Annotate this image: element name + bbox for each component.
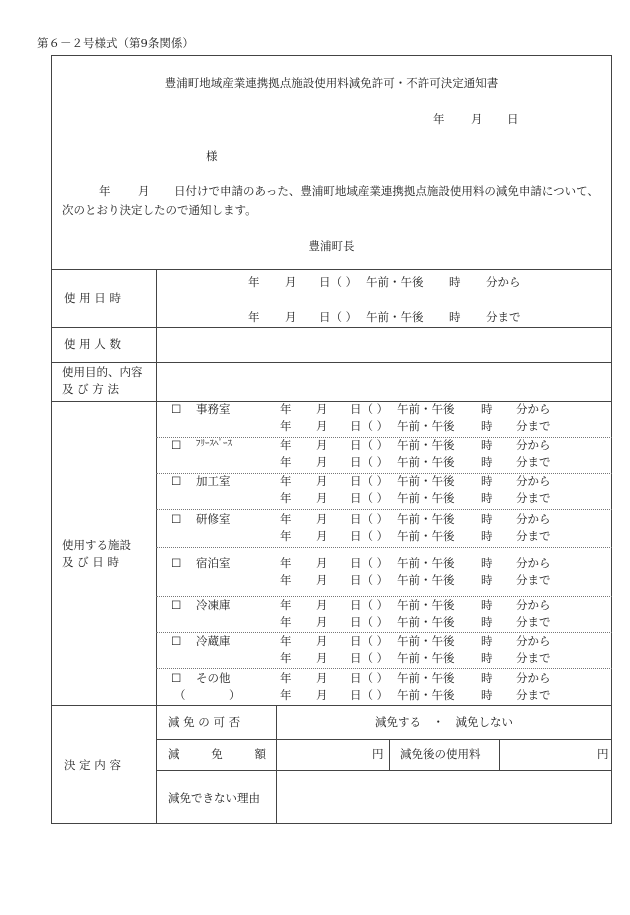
amount-yen: 円 [372, 747, 384, 761]
hour-label: 時 [481, 556, 493, 570]
purpose-label-2: 及 び 方 法 [62, 382, 119, 396]
decision-label: 決 定 内 容 [64, 758, 121, 772]
usage-count-label: 使 用 人 数 [64, 337, 121, 351]
hour-label: 時 [481, 688, 493, 702]
day-label: 日（ ） [350, 651, 389, 665]
until-label: 分まで [516, 455, 551, 469]
body-text-line2: 次のとおり決定したので通知します。 [62, 203, 257, 217]
other-paren-close: ） [229, 688, 241, 702]
form-number: 第６－２号様式（第9条関係） [37, 36, 194, 50]
day-label: 日（ ） [350, 419, 389, 433]
year-label: 年 [280, 651, 292, 665]
month-label: 月 [316, 474, 328, 488]
amount-char-3: 額 [254, 747, 266, 761]
amount-char-2: 免 [211, 747, 223, 761]
from-label: 分から [516, 512, 551, 526]
facility-checkbox[interactable]: ☐ [171, 438, 182, 452]
reason-label: 減免できない理由 [168, 791, 260, 805]
day-label: 日（ ） [350, 455, 389, 469]
body-month: 月 [138, 184, 150, 198]
facility-name: 事務室 [196, 402, 231, 416]
facility-checkbox[interactable]: ☐ [171, 671, 182, 685]
ampm-label: 午前・午後 [397, 615, 455, 629]
until-label: 分まで [516, 651, 551, 665]
col-line [499, 739, 500, 770]
facility-checkbox[interactable]: ☐ [171, 634, 182, 648]
hour-label: 時 [481, 573, 493, 587]
date-day-label: 日 [507, 112, 519, 126]
year-label: 年 [280, 556, 292, 570]
ampm-label: 午前・午後 [397, 598, 455, 612]
signer: 豊浦町長 [308, 239, 355, 253]
month-label: 月 [316, 419, 328, 433]
ampm-label: 午前・午後 [397, 573, 455, 587]
month-label: 月 [316, 529, 328, 543]
after-fee-label: 減免後の使用料 [400, 747, 481, 761]
day-label: 日（ ） [350, 512, 389, 526]
hour-label: 時 [481, 615, 493, 629]
from-label: 分から [516, 634, 551, 648]
ampm-label: 午前・午後 [397, 671, 455, 685]
ampm-label: 午前・午後 [397, 438, 455, 452]
day-label: 日（ ） [350, 598, 389, 612]
ampm-label: 午前・午後 [397, 474, 455, 488]
dotted-line [156, 596, 612, 597]
month-label: 月 [285, 310, 297, 324]
ampm-label: 午前・午後 [397, 419, 455, 433]
hour-label: 時 [481, 455, 493, 469]
until-label: 分まで [516, 491, 551, 505]
year-label: 年 [280, 615, 292, 629]
day-label: 日（ ） [350, 529, 389, 543]
document-title: 豊浦町地域産業連携拠点施設使用料減免許可・不許可決定通知書 [164, 76, 499, 90]
other-paren-open: （ [174, 688, 186, 702]
until-label: 分まで [516, 529, 551, 543]
facility-name: 宿泊室 [196, 556, 231, 570]
ampm-label: 午前・午後 [397, 512, 455, 526]
until-label: 分まで [516, 419, 551, 433]
facility-name: 研修室 [196, 512, 231, 526]
body-year: 年 [99, 184, 111, 198]
year-label: 年 [280, 529, 292, 543]
from-label: 分から [516, 474, 551, 488]
ampm-label: 午前・午後 [397, 491, 455, 505]
row-line [51, 362, 612, 363]
hour-label: 時 [481, 598, 493, 612]
hour-label: 時 [481, 491, 493, 505]
day-label: 日（ ） [350, 688, 389, 702]
month-label: 月 [316, 671, 328, 685]
until-label: 分まで [486, 310, 521, 324]
dotted-line [156, 547, 612, 548]
ampm-label: 午前・午後 [366, 275, 424, 289]
facility-label-2: 及 び 日 時 [62, 555, 119, 569]
year-label: 年 [280, 438, 292, 452]
from-label: 分から [516, 598, 551, 612]
date-year-label: 年 [433, 112, 445, 126]
hour-label: 時 [481, 671, 493, 685]
hour-label: 時 [481, 402, 493, 416]
facility-name: 冷凍庫 [196, 598, 231, 612]
year-label: 年 [280, 512, 292, 526]
from-label: 分から [516, 556, 551, 570]
month-label: 月 [316, 512, 328, 526]
year-label: 年 [280, 491, 292, 505]
ampm-label: 午前・午後 [397, 529, 455, 543]
day-label: 日（ ） [350, 573, 389, 587]
year-label: 年 [280, 573, 292, 587]
row-line [156, 739, 612, 740]
amount-label [168, 749, 266, 761]
month-label: 月 [316, 491, 328, 505]
month-label: 月 [316, 455, 328, 469]
ampm-label: 午前・午後 [397, 651, 455, 665]
table-top-line [51, 269, 612, 270]
dotted-line [156, 632, 612, 633]
purpose-label-1: 使用目的、内容 [62, 365, 143, 379]
row-line [51, 327, 612, 328]
day-label: 日（ ） [319, 275, 358, 289]
ampm-label: 午前・午後 [397, 688, 455, 702]
day-label: 日（ ） [350, 438, 389, 452]
month-label: 月 [316, 438, 328, 452]
facility-label-1: 使用する施設 [62, 538, 131, 552]
month-label: 月 [316, 688, 328, 702]
from-label: 分から [486, 275, 521, 289]
usage-datetime-label: 使 用 日 時 [64, 291, 121, 305]
hour-label: 時 [481, 512, 493, 526]
year-label: 年 [280, 419, 292, 433]
month-label: 月 [316, 556, 328, 570]
until-label: 分まで [516, 615, 551, 629]
body-text-line1: 日付けで申請のあった、豊浦町地域産業連携拠点施設使用料の減免申請について、 [174, 184, 599, 198]
day-label: 日（ ） [319, 310, 358, 324]
year-label: 年 [248, 275, 260, 289]
hour-label: 時 [481, 651, 493, 665]
date-month-label: 月 [471, 112, 483, 126]
approval-label: 減 免 の 可 否 [168, 715, 241, 729]
ampm-label: 午前・午後 [397, 455, 455, 469]
facility-name: 冷蔵庫 [196, 634, 231, 648]
col-line [389, 739, 390, 770]
facility-checkbox[interactable]: ☐ [171, 556, 182, 570]
ampm-label: 午前・午後 [366, 310, 424, 324]
month-label: 月 [285, 275, 297, 289]
facility-checkbox[interactable]: ☐ [171, 474, 182, 488]
month-label: 月 [316, 402, 328, 416]
hour-label: 時 [481, 634, 493, 648]
facility-checkbox[interactable]: ☐ [171, 402, 182, 416]
hour-label: 時 [449, 275, 461, 289]
row-line [51, 705, 612, 706]
year-label: 年 [280, 671, 292, 685]
after-fee-yen: 円 [597, 747, 609, 761]
from-label: 分から [516, 402, 551, 416]
year-label: 年 [280, 598, 292, 612]
hour-label: 時 [481, 474, 493, 488]
hour-label: 時 [481, 529, 493, 543]
ampm-label: 午前・午後 [397, 402, 455, 416]
facility-checkbox[interactable]: ☐ [171, 598, 182, 612]
day-label: 日（ ） [350, 556, 389, 570]
day-label: 日（ ） [350, 402, 389, 416]
hour-label: 時 [449, 310, 461, 324]
day-label: 日（ ） [350, 474, 389, 488]
facility-checkbox[interactable]: ☐ [171, 512, 182, 526]
dotted-line [156, 509, 612, 510]
facility-name: ﾌﾘｰｽﾍﾟｰｽ [196, 439, 233, 449]
month-label: 月 [316, 634, 328, 648]
year-label: 年 [280, 634, 292, 648]
hour-label: 時 [481, 419, 493, 433]
amount-char-1: 減 [168, 747, 180, 761]
ampm-label: 午前・午後 [397, 556, 455, 570]
day-label: 日（ ） [350, 634, 389, 648]
year-label: 年 [280, 455, 292, 469]
year-label: 年 [280, 474, 292, 488]
approval-value: 減免する ・ 減免しない [375, 715, 513, 729]
from-label: 分から [516, 438, 551, 452]
day-label: 日（ ） [350, 491, 389, 505]
day-label: 日（ ） [350, 671, 389, 685]
addressee-suffix: 様 [206, 149, 218, 163]
day-label: 日（ ） [350, 615, 389, 629]
year-label: 年 [280, 688, 292, 702]
until-label: 分まで [516, 688, 551, 702]
hour-label: 時 [481, 438, 493, 452]
month-label: 月 [316, 598, 328, 612]
until-label: 分まで [516, 573, 551, 587]
from-label: 分から [516, 671, 551, 685]
year-label: 年 [280, 402, 292, 416]
month-label: 月 [316, 615, 328, 629]
ampm-label: 午前・午後 [397, 634, 455, 648]
facility-name: 加工室 [196, 474, 231, 488]
row-line [156, 770, 612, 771]
month-label: 月 [316, 573, 328, 587]
month-label: 月 [316, 651, 328, 665]
year-label: 年 [248, 310, 260, 324]
dotted-line [156, 668, 612, 669]
facility-name: その他 [196, 671, 231, 685]
